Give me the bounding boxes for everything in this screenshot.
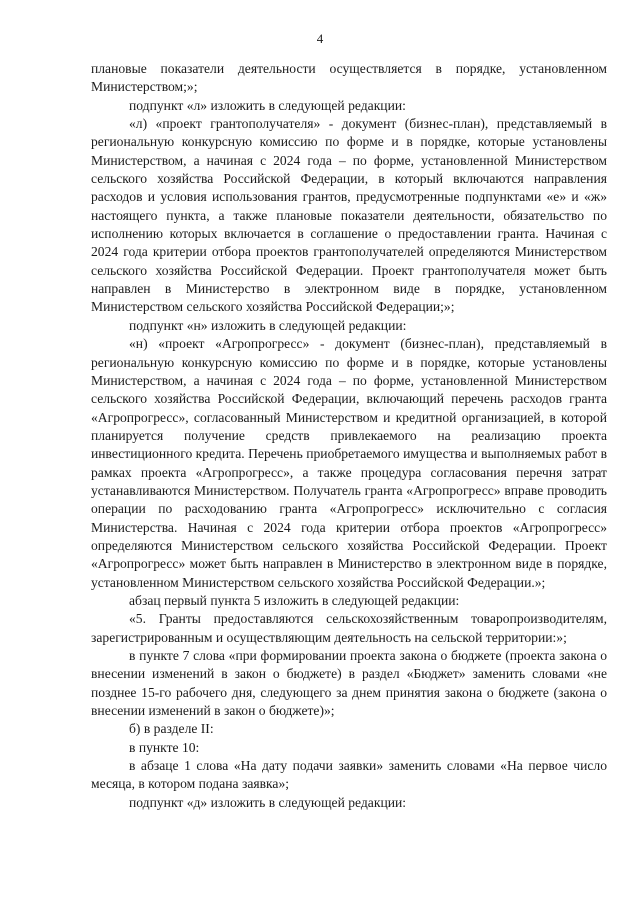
paragraph: «5. Гранты предоставляются сельскохозяйственным товаропроизводителям, зарегистрированным и осуществляющим деятельность на сельской территории:»; <box>91 611 607 645</box>
paragraph: подпункт «н» изложить в следующей редакции: <box>129 317 407 333</box>
page-number: 4 <box>316 31 324 46</box>
paragraph: абзац первый пункта 5 изложить в следующей редакции: <box>129 592 460 608</box>
paragraph: б) в разделе II: <box>129 721 214 737</box>
paragraph: подпункт «д» изложить в следующей редакции: <box>129 794 407 810</box>
paragraph: в пункте 7 слова «при формировании проекта закона о бюджете (проекта закона о внесении изменений в закон о бюджете) в раздел «Бюджет» заменить словами «не позднее 15-го рабочего дня, следующего за днем принятия закона о бюджете (закона о внесении изменений в закон о бюджете)»; <box>91 648 607 719</box>
paragraph: в абзаце 1 слова «На дату подачи заявки» заменить словами «На первое число месяца, в котором подана заявка»; <box>91 758 607 792</box>
paragraph: плановые показатели деятельности осуществляется в порядке, установленном Министерством;»; <box>91 61 607 95</box>
document-body <box>91 60 607 812</box>
paragraph: «н) «проект «Агропрогресс» - документ (бизнес-план), представляемый в региональную конкурсную комиссию по форме и в порядке, которые установлены Министерством, а начиная с 2024 года – по форме, установленной Министерством сельского хозяйства Российской Федерации, включающий перечень расходов гранта «Агропрогресс», согласованный Министерством и кредитной организацией, в которой планируется получение средств привлекаемого на реализацию проекта инвестиционного кредита. Перечень приобретаемого имущества и выполняемых работ в рамках проекта «Агропрогресс», а также процедура согласования перечня затрат устанавливаются Министерством. Получатель гранта «Агропрогресс» вправе проводить операции по расходованию гранта «Агропрогресс» исключительно с согласия Министерства. Начиная с 2024 года критерии отбора проектов «Агропрогресс» определяются Министерством сельского хозяйства Российской Федерации. Проект «Агропрогресс» может быть направлен в Министерство в электронном виде в порядке, установленном Министерством сельского хозяйства Российской Федерации.»; <box>91 336 607 590</box>
paragraph: «л) «проект грантополучателя» - документ (бизнес-план), представляемый в региональную конкурсную комиссию по форме и в порядке, которые установлены Министерством, а начиная с 2024 года – по форме, установленной Министерством сельского хозяйства Российской Федерации, в который включаются направления расходов и условия использования грантов, предусмотренные подпунктами «е» и «ж» настоящего пункта, а также плановые показатели деятельности, обязательство по исполнению которых включается в соглашение о предоставлении гранта. Начиная с 2024 года критерии отбора проектов грантополучателей определяются Министерством сельского хозяйства Российской Федерации. Проект грантополучателя может быть направлен в Министерство в электронном виде в порядке, установленном Министерством сельского хозяйства Российской Федерации;»; <box>91 116 607 315</box>
paragraph: в пункте 10: <box>129 739 200 755</box>
paragraph: подпункт «л» изложить в следующей редакции: <box>129 97 406 113</box>
